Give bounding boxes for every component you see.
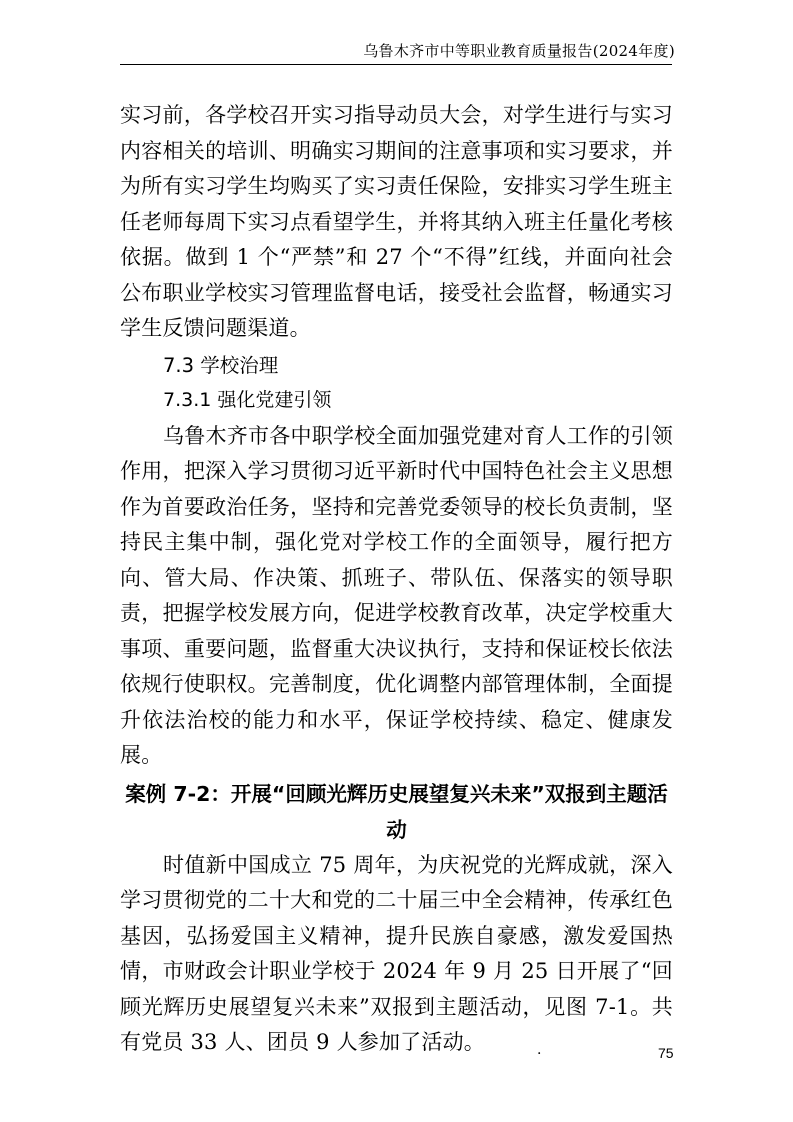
- footer-dot: ·: [537, 1046, 542, 1062]
- subsection-heading: 7.3.1 强化党建引领: [163, 389, 332, 411]
- header-rule: [120, 64, 672, 65]
- page-number: 75: [658, 1045, 674, 1061]
- section-heading: 7.3 学校治理: [163, 353, 279, 377]
- paragraph-case: 时值新中国成立 75 周年，为庆祝党的光辉成就，深入学习贯彻党的二十大和党的二十届三中全会精神，传承红色基因，弘扬爱国主义精神，提升民族自豪感，激发爱国热情，市财政会计职业学校于 2024 年 9 月 25 日开展了“回顾光辉历史展望复兴未来”双报到主题活动，见图 7-1。共有党员 33 人、团员 9 人参加了活动。: [120, 852, 673, 1054]
- case-title: 案例 7-2：开展“回顾光辉历史展望复兴未来”双报到主题活动: [125, 781, 668, 842]
- running-header: 乌鲁木齐市中等职业教育质量报告(2024年度): [363, 42, 675, 60]
- paragraph-party-building: 乌鲁木齐市各中职学校全面加强党建对育人工作的引领作用，把深入学习贯彻习近平新时代中国特色社会主义思想作为首要政治任务，坚持和完善党委领导的校长负责制，坚持民主集中制，强化党对学校工作的全面领导，履行把方向、管大局、作决策、抓班子、带队伍、保落实的领导职责，把握学校发展方向，促进学校教育改革，决定学校重大事项、重要问题，监督重大决议执行，支持和保证校长依法依规行使职权。完善制度，优化调整内部管理体制，全面提升依法治校的能力和水平，保证学校持续、稳定、健康发展。: [120, 423, 673, 767]
- page-body: [120, 98, 673, 1061]
- paragraph-internship: 实习前，各学校召开实习指导动员大会，对学生进行与实习内容相关的培训、明确实习期间的注意事项和实习要求，并为所有实习学生均购买了实习责任保险，安排实习学生班主任老师每周下实习点看望学生，并将其纳入班主任量化考核依据。做到 1 个“严禁”和 27 个“不得”红线，并面向社会公布职业学校实习管理监督电话，接受社会监督，畅通实习学生反馈问题渠道。: [120, 103, 673, 340]
